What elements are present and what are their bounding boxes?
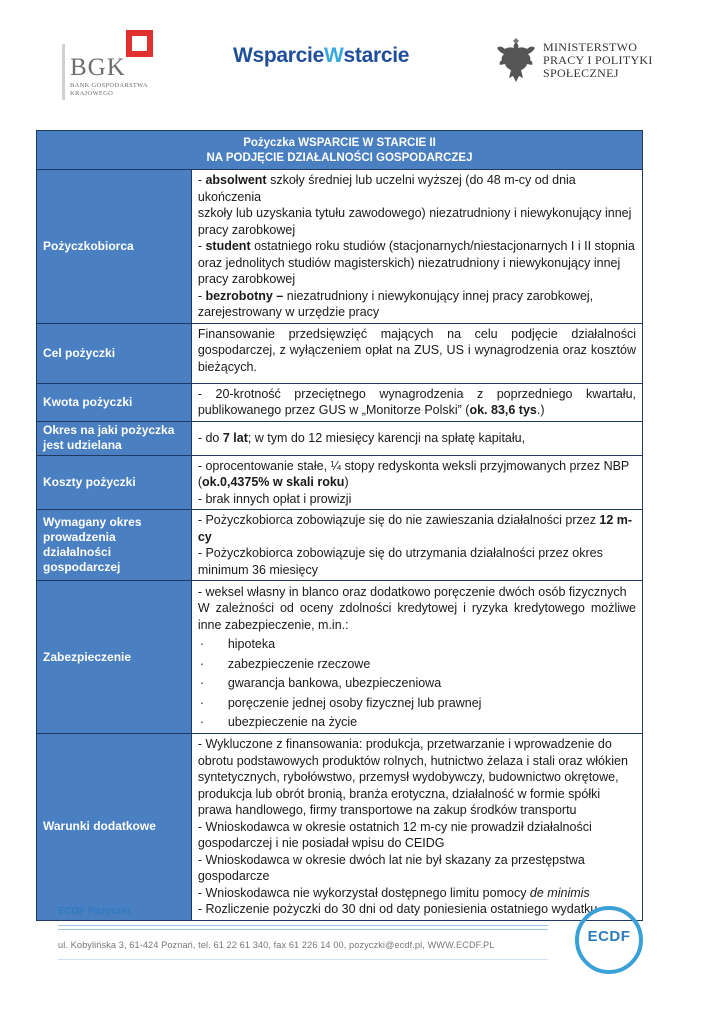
costs-line1: - oprocentowanie stałe, ¼ stopy redyskonta weksli przyjmowanych przez NBP	[197, 458, 630, 473]
bgk-logo-bar	[62, 44, 65, 100]
ministry-line: SPOŁECZNEJ	[543, 66, 619, 80]
row-label-conditions: Warunki dodatkowe	[37, 734, 192, 921]
eagle-emblem-icon	[495, 38, 537, 84]
footer-divider	[58, 929, 548, 930]
amount-end: .)	[536, 403, 545, 417]
table-row	[37, 170, 643, 324]
conditions-line1: - Wykluczone z finansowania: produkcja, przetwarzanie i wprowadzenie do obrotu podstawowych produktów rolnych, hutnictwo żelaza i stali oraz włókien syntetycznych, rybołówstwo, przemysł wydobywczy, budownictwo okrętowe, produkcja lub obrót bronią, branża erotyczna, działalność w formie spółki prawa handlowego, firmy transportowe na zakup środków transportu	[197, 737, 628, 817]
row-label-collateral: Zabezpieczenie	[37, 581, 192, 734]
footer	[0, 895, 725, 1024]
costs-line2-post: )	[344, 475, 349, 489]
row-label-purpose: Cel pożyczki	[37, 323, 192, 383]
borrower-text: pracy zarobkowej	[197, 222, 296, 237]
bullet-icon: ·	[199, 695, 204, 710]
row-label-period: Okres na jaki pożyczka jest udzielana	[37, 421, 192, 455]
costs-line3: - brak innych opłat i prowizji	[197, 491, 352, 506]
row-label-costs: Koszty pożyczki	[37, 455, 192, 510]
footer-address: ul. Kobylińska 3, 61-424 Poznań, tel. 61 22 61 340, fax 61 226 14 00, pozyczki@ecdf.pl, WWW.ECDF.PL	[58, 940, 495, 950]
list-item	[198, 695, 636, 712]
bullet-icon: ·	[199, 715, 204, 729]
bgk-logo-square	[126, 30, 153, 57]
list-item	[198, 675, 636, 692]
ecdf-logo	[575, 906, 643, 974]
ws-logo-part1: Wsparcie	[233, 44, 324, 67]
borrower-text: oraz jednolitych studiów magisterskich) niezatrudniony i niewykonujący innej	[197, 255, 621, 270]
footer-title: ECDF Pożyczki	[58, 906, 131, 917]
collateral-line1: - weksel własny in blanco oraz dodatkowo poręczenie dwóch osób fizycznych	[197, 584, 627, 599]
table-row	[37, 383, 643, 421]
amount-text: - 20-krotność przeciętnego wynagrodzenia z poprzedniego kwartału, publikowanego przez GUS w „Monitorze Polski” (	[197, 386, 636, 417]
ministry-line: MINISTERSTWO	[543, 40, 638, 54]
bgk-logo-name: BGK	[70, 54, 126, 81]
row-value-borrower: - absolwent szkoły średniej lub uczelni wyższej (do 48 m-cy od dnia ukończenia szkoły lub uzyskania tytułu zawodowego) niezatrudniony i niewykonujący innej pracy zarobkowej - student ostatniego roku studiów (stacjonarnych/niestacjonarnych I i II stopnia oraz jednolitych studiów magisterskich) niezatrudniony i niewykonujący innej pracy zarobkowej - bezrobotny – niezatrudniony i niewykonujący innej pracy zarobkowej, zarejestrowany w urzędzie pracy	[191, 170, 642, 324]
conditions-line4-pre: - Wnioskodawca nie wykorzystał dostępnego limitu pomocy	[197, 885, 530, 900]
collateral-line2: W zależności od oceny zdolności kredytowej i ryzyka kredytowego możliwe inne zabezpieczenie, m.in.:	[197, 601, 636, 632]
row-value-period	[191, 421, 642, 455]
collateral-item: gwarancja bankowa, ubezpieczeniowa	[227, 676, 442, 690]
table-row	[37, 421, 643, 455]
table-row	[37, 581, 643, 734]
list-item	[198, 636, 636, 653]
table-title-line1: Pożyczka WSPARCIE W STARCIE II	[243, 137, 436, 149]
collateral-item: zabezpieczenie rzeczowe	[227, 656, 371, 671]
table-row	[37, 510, 643, 581]
business-line2: - Pożyczkobiorca zobowiązuje się do utrzymania działalności przez okres	[197, 546, 603, 560]
costs-line2-bold: ok.0,4375% w skali roku	[202, 475, 345, 489]
borrower-text: niezatrudniony i niewykonujący innej pracy zarobkowej,	[283, 288, 594, 303]
table-title	[37, 131, 643, 170]
costs-line2-pre: (	[197, 475, 202, 489]
borrower-text: pracy zarobkowej	[197, 272, 296, 286]
table-row	[37, 455, 643, 510]
borrower-text: zarejestrowany w urzędzie pracy	[197, 305, 380, 319]
collateral-item: poręczenie jednej osoby fizycznej lub prawnej	[227, 695, 482, 710]
row-value-purpose: Finansowanie przedsięwzięć mających na celu podjęcie działalności gospodarczej, z wyłączeniem opłat na ZUS, US i wynagrodzenia oraz kosztów bieżących.	[191, 323, 642, 383]
borrower-text: szkoły średniej lub uczelni wyższej (do 48 m-cy od dnia ukończenia	[197, 173, 576, 204]
row-label-business-period: Wymagany okres prowadzenia działalności gospodarczej	[37, 510, 192, 581]
ministry-name	[543, 41, 653, 80]
table-title-line2: NA PODJĘCIE DZIAŁALNOŚCI GOSPODARCZEJ	[206, 152, 473, 164]
collateral-item: hipoteka	[227, 637, 276, 651]
loan-info-table	[36, 130, 643, 921]
bgk-logo-subtitle: BANK GOSPODARSTWA KRAJOWEGO	[70, 82, 148, 97]
collateral-item: ubezpieczenie na życie	[227, 715, 358, 729]
row-value-amount	[191, 383, 642, 421]
borrower-text: szkoły lub uzyskania tytułu zawodowego) niezatrudniony i niewykonujący innej	[197, 206, 632, 220]
table-title-row	[37, 131, 643, 170]
list-item	[198, 714, 636, 731]
bullet-icon: ·	[199, 676, 204, 690]
row-value-business-period	[191, 510, 642, 581]
row-value-conditions	[191, 734, 642, 921]
row-label-borrower: Pożyczkobiorca	[37, 170, 192, 324]
ecdf-logo-text: ECDF	[587, 928, 631, 945]
row-value-collateral	[191, 581, 642, 734]
bullet-icon: ·	[199, 656, 204, 671]
business-line3: minimum 36 miesięcy	[197, 562, 318, 577]
row-label-amount: Kwota pożyczki	[37, 383, 192, 421]
table-row	[37, 323, 643, 383]
conditions-line2: - Wnioskodawca w okresie ostatnich 12 m-cy nie prowadził działalności gospodarczej i nie posiadał wpisu do CEIDG	[197, 819, 592, 850]
footer-divider	[58, 925, 548, 926]
footer-divider	[58, 959, 548, 960]
conditions-line5: - Rozliczenie pożyczki do 30 dni od daty poniesienia ostatniego wydatku	[197, 902, 598, 916]
list-item	[198, 656, 636, 673]
ministry-logo	[495, 38, 695, 88]
period-bold: 7 lat	[222, 430, 248, 445]
header	[0, 0, 725, 120]
borrower-student: student	[205, 239, 251, 253]
business-line1-pre: - Pożyczkobiorca zobowiązuje się do nie zawieszania działalności przez	[197, 513, 600, 527]
row-value-costs	[191, 455, 642, 510]
period-post: ; w tym do 12 miesięcy karencji na spłatę kapitału,	[247, 430, 526, 445]
period-pre: - do	[197, 430, 223, 445]
bgk-logo	[62, 30, 172, 100]
conditions-line4-italic: de minimis	[529, 885, 590, 900]
borrower-text: ostatniego roku studiów (stacjonarnych/niestacjonarnych I i II stopnia	[250, 239, 635, 253]
ministry-line: PRACY I POLITYKI	[543, 53, 653, 67]
ws-logo-w-mark: W	[323, 44, 344, 67]
business-line1-bold: 12 m-cy	[197, 513, 633, 544]
ws-logo-part2: starcie	[343, 44, 410, 67]
wsparcie-w-starcie-logo	[233, 44, 409, 68]
conditions-line3: - Wnioskodawca w okresie dwóch lat nie był skazany za przestępstwa gospodarcze	[197, 852, 585, 883]
amount-bold: ok. 83,6 tys	[469, 403, 537, 417]
table-row	[37, 734, 643, 921]
borrower-absolwent: absolwent	[205, 173, 267, 187]
bullet-icon: ·	[199, 637, 204, 651]
borrower-bezrobotny: bezrobotny –	[205, 288, 284, 303]
